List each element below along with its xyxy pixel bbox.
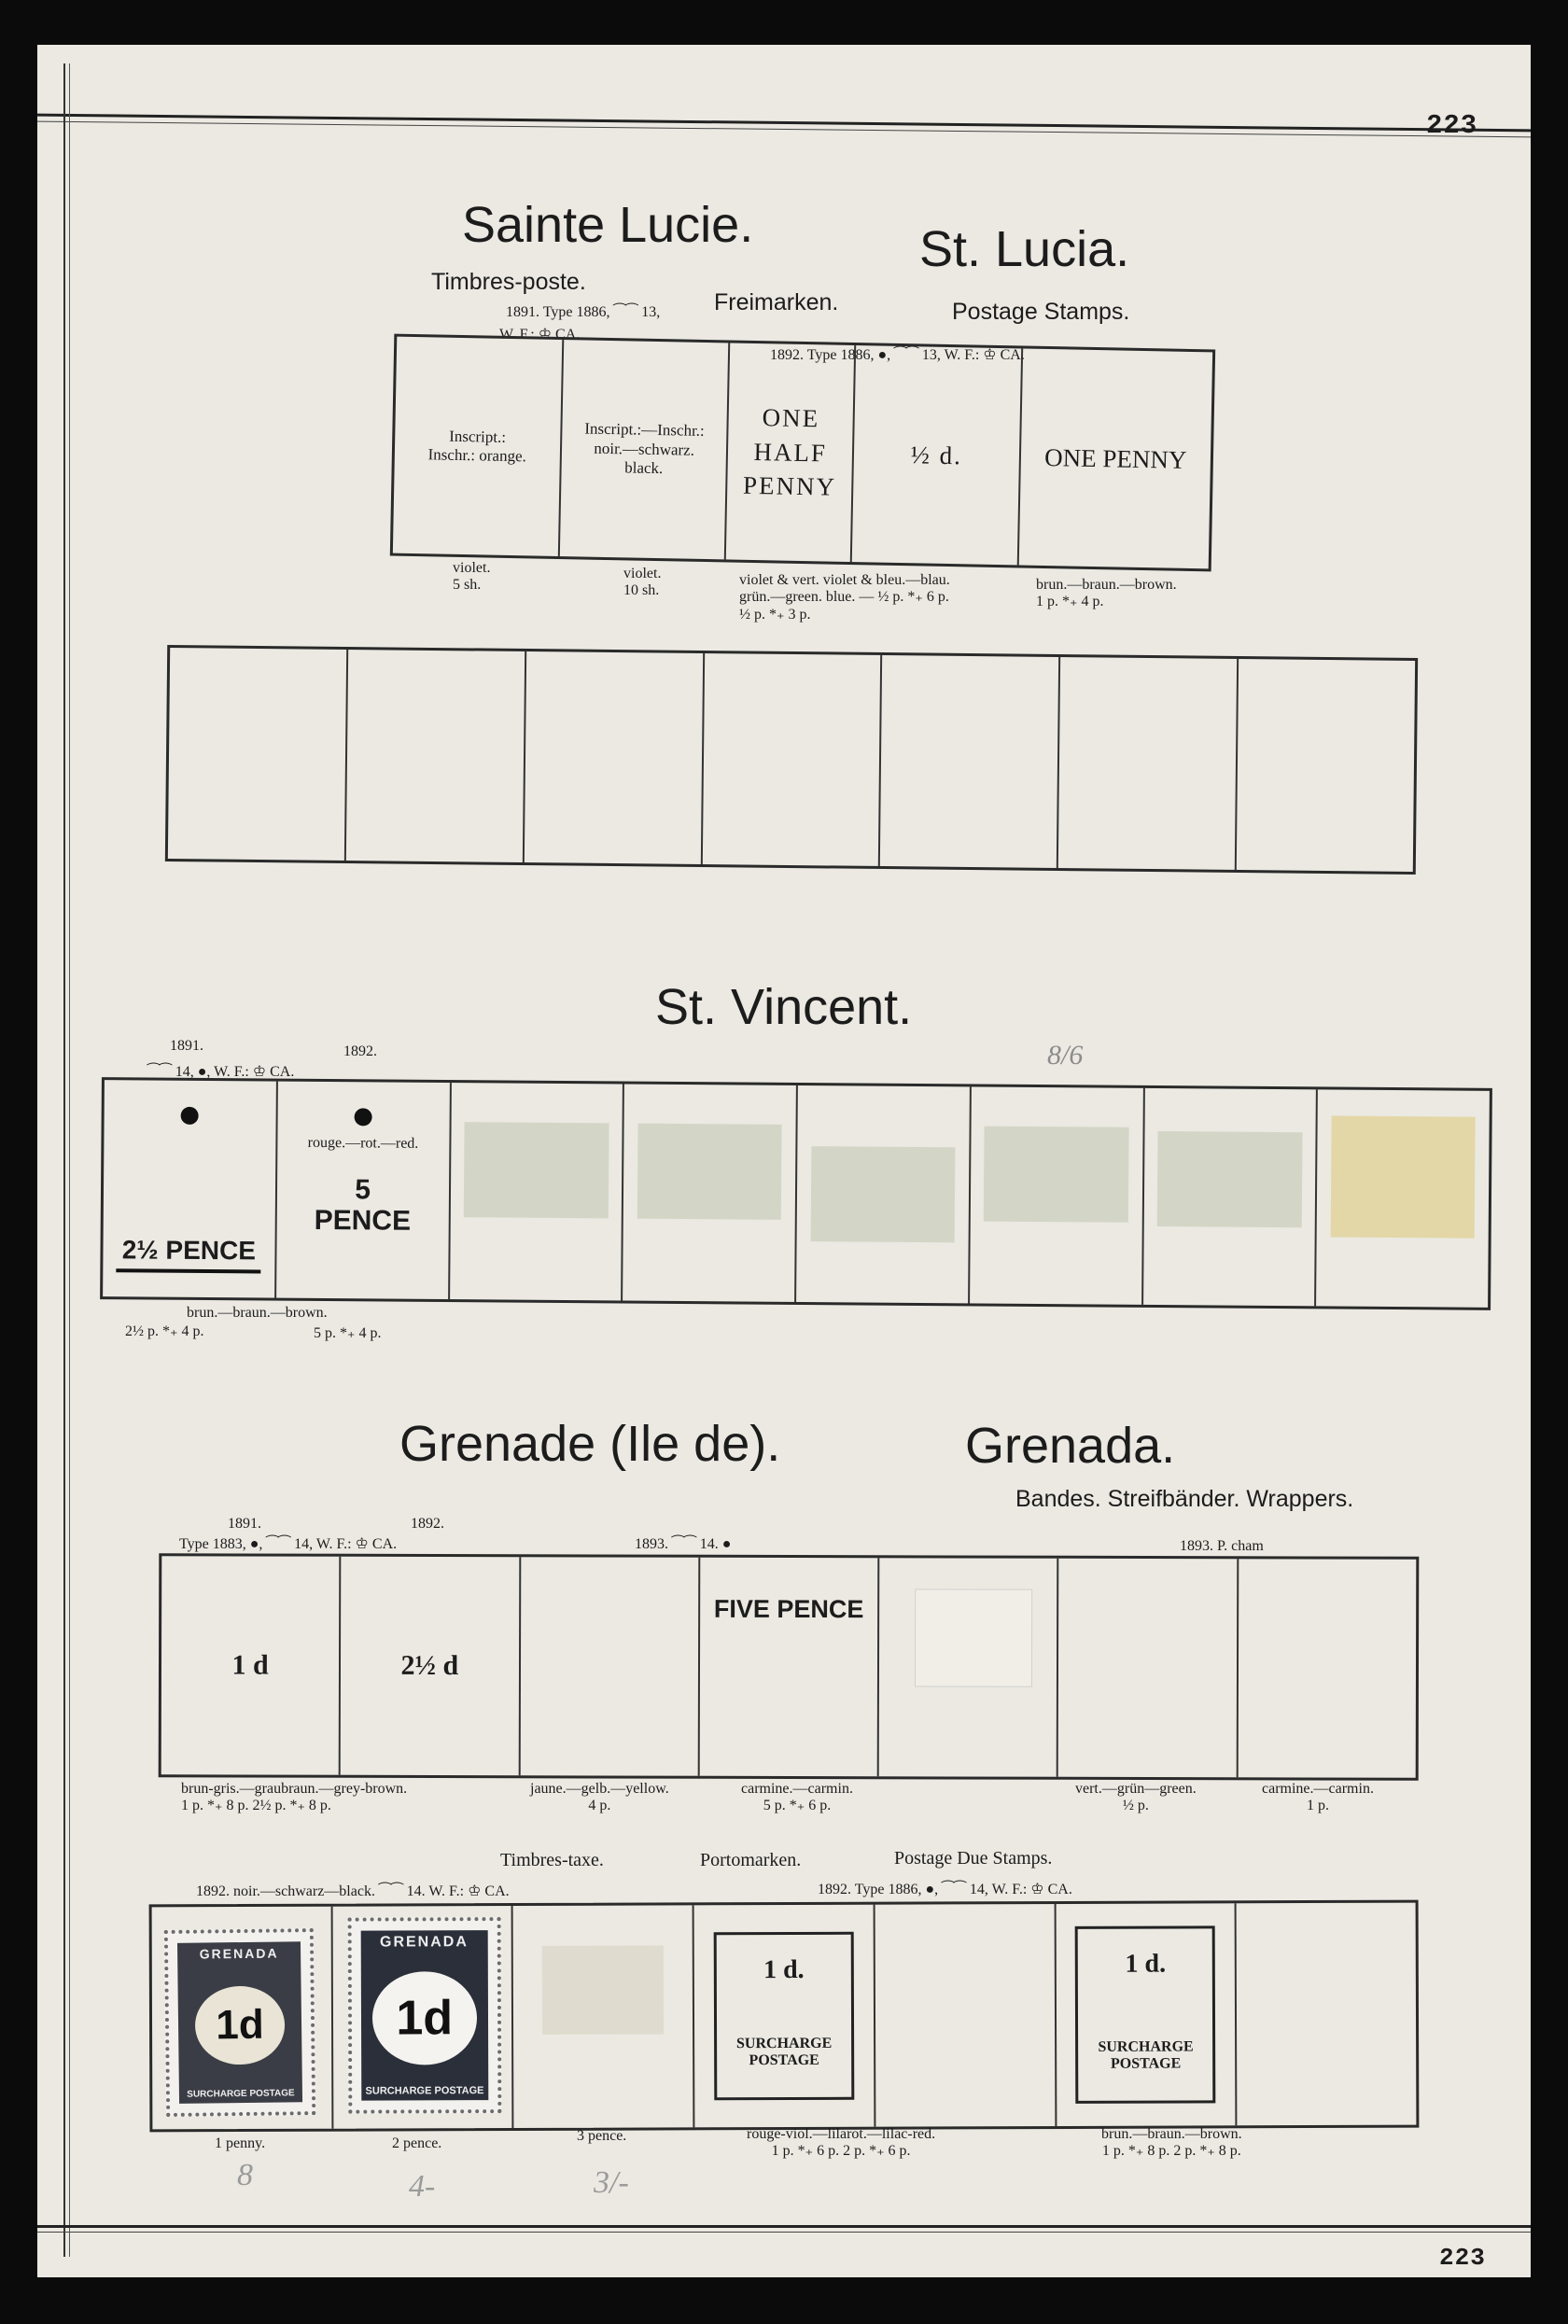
st-lucia-cell-3-text: ONE HALF PENNY xyxy=(742,403,837,501)
stamp-bottom-label: SURCHARGE POSTAGE xyxy=(365,2085,484,2097)
surcharge-postage-box-1 xyxy=(714,1932,855,2101)
st-lucia-below-2: violet. 10 sh. xyxy=(623,566,662,599)
grenada-head-1891: 1891. xyxy=(228,1516,261,1532)
stamp-hinge-remnant xyxy=(915,1589,1032,1687)
grenada-head-1893: 1893. ⁀⁀ 14. ● xyxy=(635,1536,732,1552)
grenada-due-space-blank[interactable] xyxy=(875,1904,1057,2127)
stamp-hinge-remnant xyxy=(464,1122,609,1218)
st-lucia-sub-de: Freimarken. xyxy=(714,289,839,315)
grenada-cell-1-text: 1 d xyxy=(231,1649,269,1681)
stamp-hinge-remnant xyxy=(1157,1131,1302,1227)
blank-space-1[interactable] xyxy=(168,648,348,861)
page-number-bottom: 223 xyxy=(1439,2244,1486,2272)
grenada-head-1892: 1892. xyxy=(411,1516,444,1532)
stamp-hinge-remnant xyxy=(810,1146,955,1242)
st-lucia-space-5sh[interactable] xyxy=(393,337,564,556)
st-lucia-space-half-penny[interactable] xyxy=(726,343,856,562)
grenada-1d-postage-due-stamp[interactable] xyxy=(347,1917,501,2114)
st-lucia-sub-fr: Timbres-poste. xyxy=(431,269,586,295)
stamp-country-label: GRENADA xyxy=(199,1945,279,1962)
grenada-below-1: brun-gris.—graubraun.—grey-brown. 1 p. *₊ 8 p. 2½ p. *₊ 8 p. xyxy=(181,1781,408,1814)
blank-space-2[interactable] xyxy=(346,650,526,862)
stamp-hinge-remnant xyxy=(542,1945,665,2035)
grenada-due-space-surcharge-1[interactable] xyxy=(694,1905,876,2128)
st-lucia-space-half-d[interactable] xyxy=(852,345,1023,565)
grenada-title-fr: Grenade (Ile de). xyxy=(399,1416,781,1472)
st-lucia-stamp-row xyxy=(390,334,1215,572)
grenada-due-space-surcharge-2[interactable] xyxy=(1056,1903,1238,2126)
grenada-space-1p[interactable] xyxy=(1238,1559,1416,1777)
st-lucia-below-1: violet. 5 sh. xyxy=(453,560,491,594)
grenada-below-5: carmine.—carmin. 1 p. xyxy=(1262,1781,1374,1814)
grenada-due-space-1-penny[interactable] xyxy=(152,1907,334,2130)
grenada-space-4p[interactable] xyxy=(520,1557,700,1776)
pencil-note-8-6: 8/6 xyxy=(1047,1040,1084,1071)
st-lucia-head-left2: W. F.: ♔ CA. xyxy=(499,327,581,343)
blank-space-7[interactable] xyxy=(1237,659,1415,872)
page-number-top: 223 xyxy=(1426,110,1478,141)
stamp-bottom-label: SURCHARGE POSTAGE xyxy=(187,2088,295,2100)
grenada-space-2half-d[interactable] xyxy=(341,1557,521,1776)
left-rule xyxy=(63,63,65,2257)
stamp-country-label: GRENADA xyxy=(379,1934,469,1951)
st-lucia-head-left: 1891. Type 1886, ⁀⁀ 13, xyxy=(506,304,661,320)
st-lucia-cell-5-text: ONE PENNY xyxy=(1043,442,1187,474)
stamp-value-label: 1d xyxy=(372,1971,477,2065)
grenada-due-head-right: 1892. Type 1886, ●, ⁀⁀ 14, W. F.: ♔ CA. xyxy=(818,1882,1072,1897)
grenada-below-3: carmine.—carmin. 5 p. *₊ 6 p. xyxy=(741,1781,853,1814)
st-lucia-sub-en: Postage Stamps. xyxy=(952,299,1130,325)
st-vincent-hinge-space-1[interactable] xyxy=(450,1083,625,1300)
blank-stamp-row xyxy=(165,645,1418,875)
st-vincent-cell-1-text: 2½ PENCE xyxy=(117,1235,261,1273)
st-lucia-title-fr: Sainte Lucie. xyxy=(462,197,754,253)
grenada-hinge-space[interactable] xyxy=(879,1558,1059,1777)
grenada-due-below-4: rouge-viol.—lilarot.—lilac-red. 1 p. *₊ 6 p. 2 p. *₊ 6 p. xyxy=(747,2126,936,2160)
grenada-wrappers: Bandes. Streifbänder. Wrappers. xyxy=(1015,1486,1354,1512)
st-vincent-below-3: 5 p. *₊ 4 p. xyxy=(314,1325,382,1341)
perforation-dot-icon xyxy=(181,1107,199,1125)
grenada-due-head-left: 1892. noir.—schwarz—black. ⁀⁀ 14. W. F.: ♔ CA. xyxy=(196,1883,510,1899)
st-vincent-title: St. Vincent. xyxy=(655,979,913,1035)
grenada-head-1893b: 1893. P. cham xyxy=(1180,1538,1264,1554)
grenada-postage-due-row xyxy=(149,1900,1420,2133)
grenada-below-4: vert.—grün—green. ½ p. xyxy=(1075,1781,1197,1814)
bottom-rule-thin xyxy=(37,2232,1531,2233)
grenada-wrapper-row xyxy=(159,1553,1420,1781)
blank-space-3[interactable] xyxy=(525,651,705,864)
st-vincent-hinge-space-6[interactable] xyxy=(1316,1089,1490,1307)
stamp-value-label: 1d xyxy=(195,1985,286,2065)
grenada-due-space-last[interactable] xyxy=(1237,1903,1417,2126)
box-1-text: SURCHARGE POSTAGE xyxy=(735,2035,833,2069)
box-2-value: 1 d. xyxy=(1125,1949,1167,1979)
grenada-head-type: Type 1883, ●, ⁀⁀ 14, W. F.: ♔ CA. xyxy=(179,1536,398,1552)
grenada-1d-postage-due-stamp-damaged[interactable] xyxy=(164,1928,315,2117)
grenada-cell-4-text: FIVE PENCE xyxy=(713,1594,864,1624)
st-vincent-hinge-space-4[interactable] xyxy=(970,1086,1145,1304)
st-lucia-below-4: brun.—braun.—brown. 1 p. *₊ 4 p. xyxy=(1036,577,1177,610)
stamp-face xyxy=(360,1930,488,2100)
st-lucia-cell-4-text: ½ d. xyxy=(910,441,963,470)
st-vincent-head-wmk: ⁀⁀ 14, ●, W. F.: ♔ CA. xyxy=(147,1064,295,1080)
stamp-hinge-remnant xyxy=(637,1123,782,1219)
blank-space-6[interactable] xyxy=(1058,657,1239,870)
grenada-space-half-p[interactable] xyxy=(1058,1559,1239,1778)
grenada-due-fr: Timbres-taxe. xyxy=(500,1850,604,1870)
grenada-due-en: Postage Due Stamps. xyxy=(894,1848,1053,1869)
st-vincent-below-2: 2½ p. *₊ 4 p. xyxy=(125,1323,204,1339)
st-vincent-stamp-row xyxy=(100,1077,1492,1310)
pencil-mark-1: 8 xyxy=(237,2158,253,2192)
left-rule-thin xyxy=(69,63,70,2257)
grenada-due-below-2: 2 pence. xyxy=(392,2135,442,2151)
st-vincent-cell-2-text: 5 PENCE xyxy=(314,1173,412,1237)
st-vincent-head-1891: 1891. xyxy=(170,1038,203,1054)
stamp-hinge-remnant xyxy=(984,1126,1128,1222)
st-lucia-cell-2-text: Inscript.:—Inschr.: noir.—schwarz. black. xyxy=(584,419,705,478)
stamp-face xyxy=(177,1941,302,2104)
grenada-due-space-3-pence[interactable] xyxy=(513,1905,695,2128)
grenada-cell-2-text: 2½ d xyxy=(400,1649,459,1682)
st-vincent-head-1892: 1892. xyxy=(343,1043,377,1059)
st-vincent-cell-2-color: rouge.—rot.—red. xyxy=(307,1134,419,1152)
st-lucia-head-right: 1892. Type 1886, ●, ⁀⁀ 13, W. F.: ♔ CA. xyxy=(770,347,1025,363)
st-vincent-below-1: brun.—braun.—brown. xyxy=(187,1305,328,1321)
st-vincent-hinge-space-3[interactable] xyxy=(796,1085,972,1303)
bottom-rule xyxy=(37,2225,1531,2228)
grenada-space-1d[interactable] xyxy=(161,1556,342,1775)
pencil-mark-3: 3/- xyxy=(594,2165,629,2200)
perforation-dot-icon xyxy=(355,1108,372,1126)
st-lucia-cell-1-text: Inscript.: Inschr.: orange. xyxy=(427,427,527,466)
grenada-due-below-1: 1 penny. xyxy=(215,2135,266,2151)
box-2-text: SURCHARGE POSTAGE xyxy=(1098,2038,1194,2072)
st-vincent-hinge-space-2[interactable] xyxy=(623,1085,798,1302)
grenada-due-de: Portomarken. xyxy=(700,1850,802,1870)
st-lucia-space-10sh[interactable] xyxy=(560,340,731,559)
grenada-space-five-pence[interactable] xyxy=(700,1558,880,1777)
st-lucia-below-3: violet & vert. violet & bleu.—blau. grün.—green. blue. — ½ p. *₊ 6 p. ½ p. *₊ 3 p. xyxy=(739,572,950,623)
pencil-mark-2: 4- xyxy=(409,2169,436,2204)
grenada-due-below-5: brun.—braun.—brown. 1 p. *₊ 8 p. 2 p. *₊ 8 p. xyxy=(1101,2126,1242,2160)
st-vincent-hinge-space-5[interactable] xyxy=(1143,1088,1319,1306)
st-lucia-title-en: St. Lucia. xyxy=(919,221,1130,277)
grenada-due-space-2-pence[interactable] xyxy=(332,1906,514,2129)
st-lucia-space-one-penny[interactable] xyxy=(1018,349,1212,569)
album-page xyxy=(37,45,1531,2277)
surcharge-postage-box-2 xyxy=(1075,1925,1216,2104)
st-vincent-space-2half-pence[interactable] xyxy=(103,1080,278,1297)
stamp-hinge-remnant xyxy=(1331,1115,1476,1238)
st-vincent-space-5-pence[interactable] xyxy=(276,1082,452,1299)
grenada-due-below-3: 3 pence. xyxy=(577,2128,627,2144)
grenada-title-en: Grenada. xyxy=(965,1418,1176,1474)
blank-space-5[interactable] xyxy=(880,655,1060,868)
grenada-below-2: jaune.—gelb.—yellow. 4 p. xyxy=(530,1781,669,1814)
blank-space-4[interactable] xyxy=(702,653,882,866)
box-1-value: 1 d. xyxy=(763,1954,805,1985)
